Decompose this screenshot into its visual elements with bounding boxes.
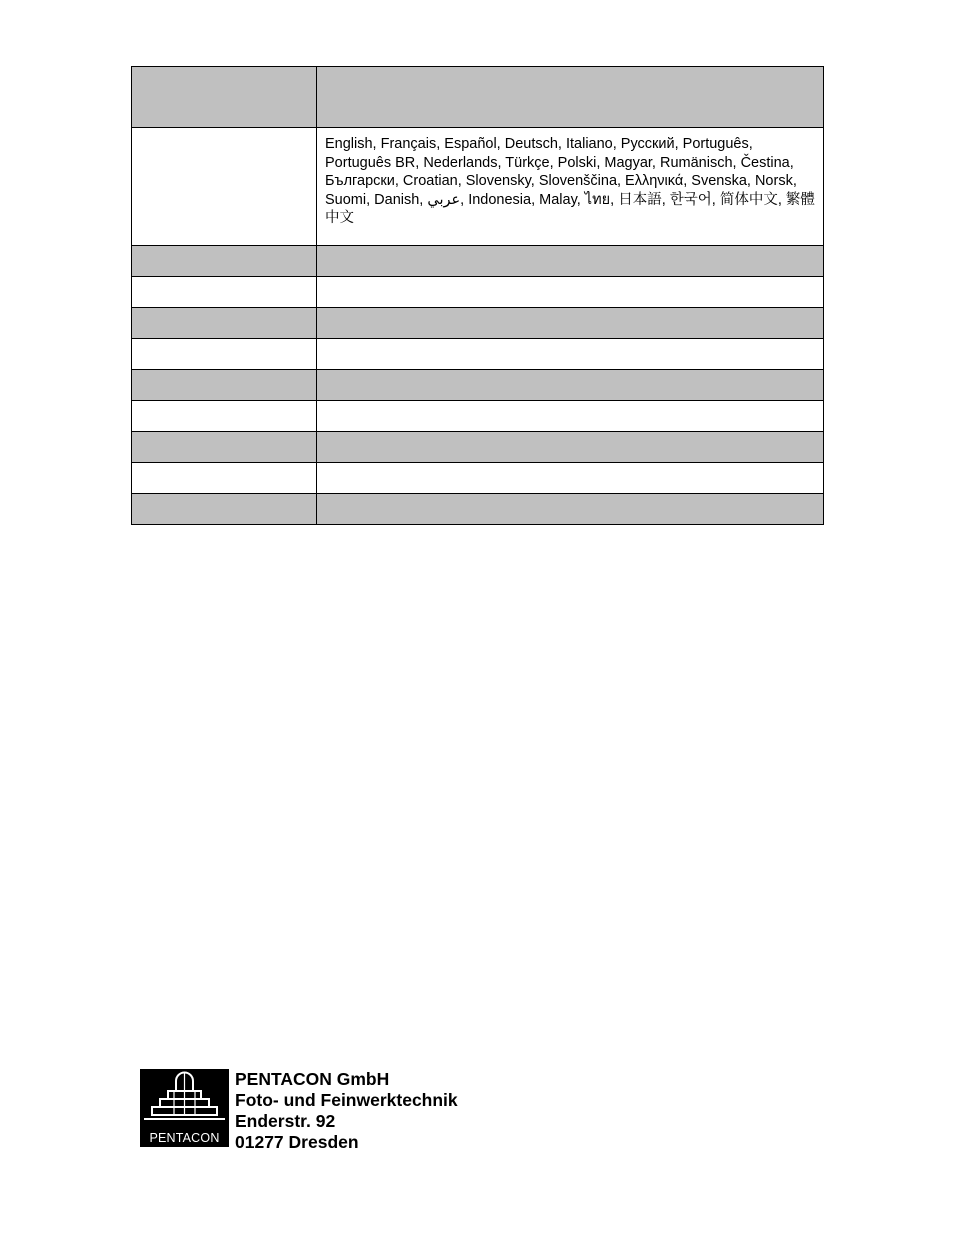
company-city: 01277 Dresden [235, 1132, 359, 1152]
logo-text: PENTACON [149, 1131, 220, 1145]
table-cell [317, 277, 824, 308]
table-cell [132, 494, 317, 525]
company-street: Enderstr. 92 [235, 1111, 336, 1131]
table-cell [132, 308, 317, 339]
table-row [132, 401, 824, 432]
languages-value: English, Français, Español, Deutsch, Italiano, Русский, Português, Português BR, Nederlands, Türkçe, Polski, Magyar, Rumänisch, Čestina, Български, Croatian, Slovensky, Slovenščina, Ελληνικά, Svenska, Norsk, Suomi, Danish, عربي, Indonesia, Malay, ไทย, 日本語, 한국어, 简体中文, 繁體中文 [317, 128, 824, 246]
table-cell [317, 432, 824, 463]
table-cell [132, 246, 317, 277]
table-cell [132, 401, 317, 432]
table-row [132, 246, 824, 277]
table-cell [132, 128, 317, 246]
table-row [132, 494, 824, 525]
observatory-icon [140, 1069, 229, 1131]
table-cell [317, 494, 824, 525]
table-cell [317, 67, 824, 128]
table-cell [132, 370, 317, 401]
table-cell [317, 308, 824, 339]
table-row [132, 370, 824, 401]
table-cell [317, 246, 824, 277]
pentacon-logo [140, 1069, 229, 1147]
table-cell [317, 463, 824, 494]
table-row [132, 432, 824, 463]
table-cell [132, 339, 317, 370]
spec-table [131, 66, 824, 525]
table-cell [132, 432, 317, 463]
table-cell [132, 67, 317, 128]
table-row [132, 463, 824, 494]
table-header-row [132, 67, 824, 128]
table-cell [132, 463, 317, 494]
table-row-languages [132, 128, 824, 246]
table-cell [132, 277, 317, 308]
table-cell [317, 401, 824, 432]
table-row [132, 339, 824, 370]
table-row [132, 277, 824, 308]
company-tagline: Foto- und Feinwerktechnik [235, 1090, 458, 1110]
table-cell [317, 370, 824, 401]
table-cell [317, 339, 824, 370]
company-address [235, 1069, 458, 1153]
table-row [132, 308, 824, 339]
company-name: PENTACON GmbH [235, 1069, 390, 1089]
